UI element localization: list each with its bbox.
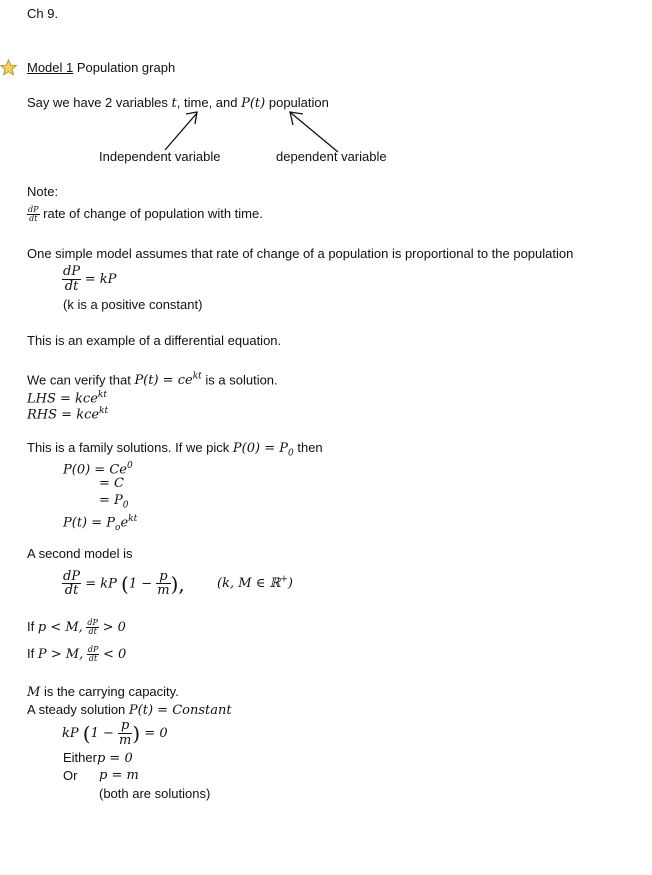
var-P: P(t) xyxy=(241,96,266,111)
logistic-p-fraction: $\frac{p}{m}$ xyxy=(157,568,170,599)
family-step-3: = $P_0$ xyxy=(99,493,129,511)
family-step-1: $P(0) = Ce^0$ xyxy=(63,461,133,478)
dependent-label: dependent variable xyxy=(276,149,387,164)
verify-prefix: We can verify that xyxy=(27,372,131,388)
both-solutions: (both are solutions) xyxy=(99,786,211,801)
steady-solution: A steady solution P(t) = Constant xyxy=(27,702,232,718)
intro-suffix: population xyxy=(268,95,329,110)
condition-2: If P > M, $\frac{dP}{dt}$ < 0 xyxy=(27,644,127,664)
simple-model-text: One simple model assumes that rate of change of a population is proportional to the population xyxy=(27,246,574,261)
or-line: Or xyxy=(63,768,78,783)
simple-model-equation xyxy=(62,262,116,297)
diffeq-text: This is an example of a differential equation. xyxy=(27,333,282,348)
family-suffix: then xyxy=(297,440,323,455)
k-note: (k is a positive constant) xyxy=(63,297,203,312)
condition-1: If p < M, $\frac{dP}{dt}$ > 0 xyxy=(27,617,126,637)
second-model-text: A second model is xyxy=(27,546,133,561)
steady-p-fraction: $\frac{p}{m}$ xyxy=(119,718,132,748)
either-line: Eitherp = 0 xyxy=(63,750,133,766)
note-text: rate of change of population with time. xyxy=(43,206,263,221)
family-prefix: This is a family solutions. If we pick xyxy=(27,440,230,455)
intro-prefix: Say we have 2 variables xyxy=(27,95,168,110)
logistic-equation: $\frac{dP}{dt}$ = kP (1 − $\frac{p}{m}$ ), (k, M ∈ ℝ+) xyxy=(63,568,293,599)
verify-eq: $P(t) = ce^{kt}$ xyxy=(134,372,202,389)
family-step-2: = C xyxy=(99,476,124,491)
or-equation: p = m xyxy=(99,768,139,783)
family-step-4: $P(t) = P_oe^{kt}$ xyxy=(63,514,138,533)
simple-model-rhs: = kP xyxy=(84,272,117,287)
carrying-capacity: M is the carrying capacity. xyxy=(27,684,179,700)
lhs-line: LHS = kce$^{kt}$ xyxy=(27,390,107,407)
simple-model-fraction: $\frac{dP}{dt}$ xyxy=(63,264,81,295)
model-label: Model 1 xyxy=(27,60,74,75)
model-title: Population graph xyxy=(76,60,176,75)
independent-label: Independent variable xyxy=(99,149,221,164)
steady-equation: kP (1 − $\frac{p}{m}$ ) = 0 xyxy=(62,718,168,748)
intro-mid: , time, and xyxy=(176,95,238,110)
rhs-line: RHS = kce$^{kt}$ xyxy=(27,406,109,423)
note-line xyxy=(27,203,263,225)
note-fraction: $\frac{dP}{dt}$ xyxy=(28,204,39,224)
logistic-lhs-fraction: $\frac{dP}{dt}$ xyxy=(63,568,81,599)
var-t: t xyxy=(171,96,177,111)
verify-suffix: is a solution. xyxy=(205,372,278,388)
logistic-domain: (k, M ∈ ℝ+) xyxy=(217,575,293,592)
family-eq: $P(0) = P_0$ xyxy=(232,441,294,459)
note-label: Note: xyxy=(27,184,59,199)
chapter-label: Ch 9. xyxy=(27,6,59,21)
